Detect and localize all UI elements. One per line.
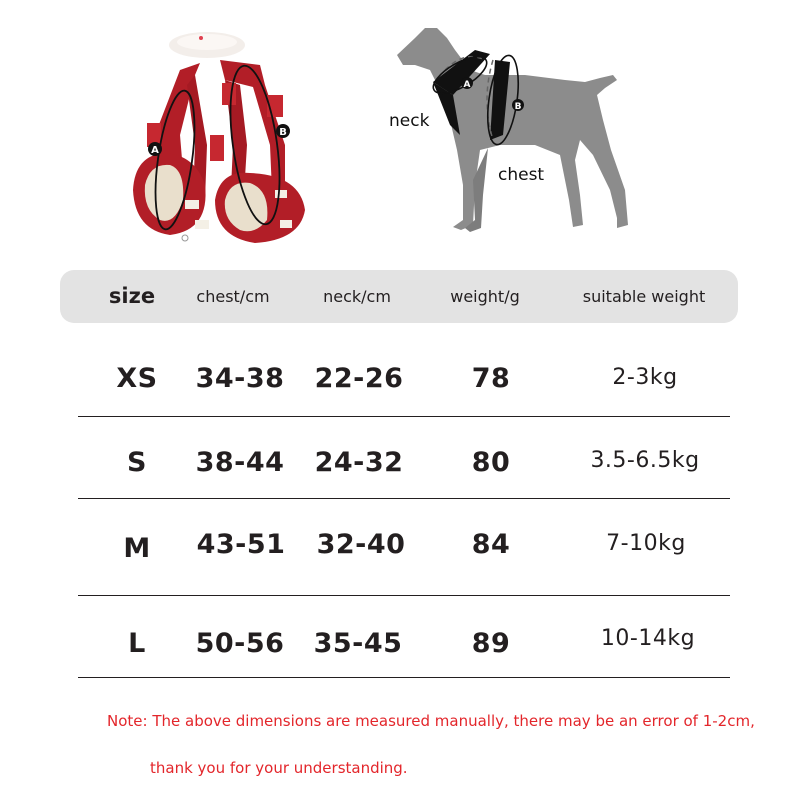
neck-label: neck (389, 111, 430, 131)
cell-suitable-weight: 10-14kg (600, 626, 696, 651)
cell-size: L (128, 628, 146, 659)
svg-text:A: A (463, 80, 471, 90)
cell-neck: 24-32 (314, 447, 404, 478)
cell-weight: 89 (471, 628, 511, 659)
header-weight: weight/g (450, 287, 520, 306)
header-suitable-weight: suitable weight (582, 287, 706, 306)
svg-text:A: A (151, 145, 159, 156)
header-neck: neck/cm (323, 287, 391, 306)
table-row-m (78, 499, 730, 596)
cell-chest: 34-38 (195, 363, 285, 394)
svg-text:B: B (279, 127, 287, 138)
cell-suitable-weight: 2-3kg (612, 365, 678, 390)
cell-size: XS (116, 363, 158, 394)
svg-text:B: B (514, 102, 522, 112)
cell-weight: 78 (471, 363, 511, 394)
cell-neck: 22-26 (314, 363, 404, 394)
table-row-s (78, 417, 730, 499)
chest-label: chest (498, 165, 545, 185)
table-row-xs (78, 345, 730, 417)
cell-weight: 84 (471, 529, 511, 560)
measurement-note-line1: Note: The above dimensions are measured manually, there may be an error of 1-2cm, (107, 712, 755, 730)
cell-chest: 38-44 (195, 447, 285, 478)
harness-product-image (125, 25, 315, 250)
header-size: size (108, 284, 156, 308)
size-table-header (60, 270, 738, 323)
cell-weight: 80 (471, 447, 511, 478)
cell-chest: 50-56 (195, 628, 285, 659)
table-row-l (78, 596, 730, 678)
cell-size: S (127, 447, 147, 478)
header-chest: chest/cm (196, 287, 270, 306)
cell-suitable-weight: 7-10kg (606, 531, 686, 556)
row-divider (78, 677, 730, 679)
cell-chest: 43-51 (196, 529, 286, 560)
cell-neck: 35-45 (313, 628, 403, 659)
measurement-note-line2: thank you for your understanding. (150, 759, 408, 777)
cell-size: M (123, 533, 151, 564)
cell-neck: 32-40 (316, 529, 406, 560)
cell-suitable-weight: 3.5-6.5kg (590, 448, 700, 473)
